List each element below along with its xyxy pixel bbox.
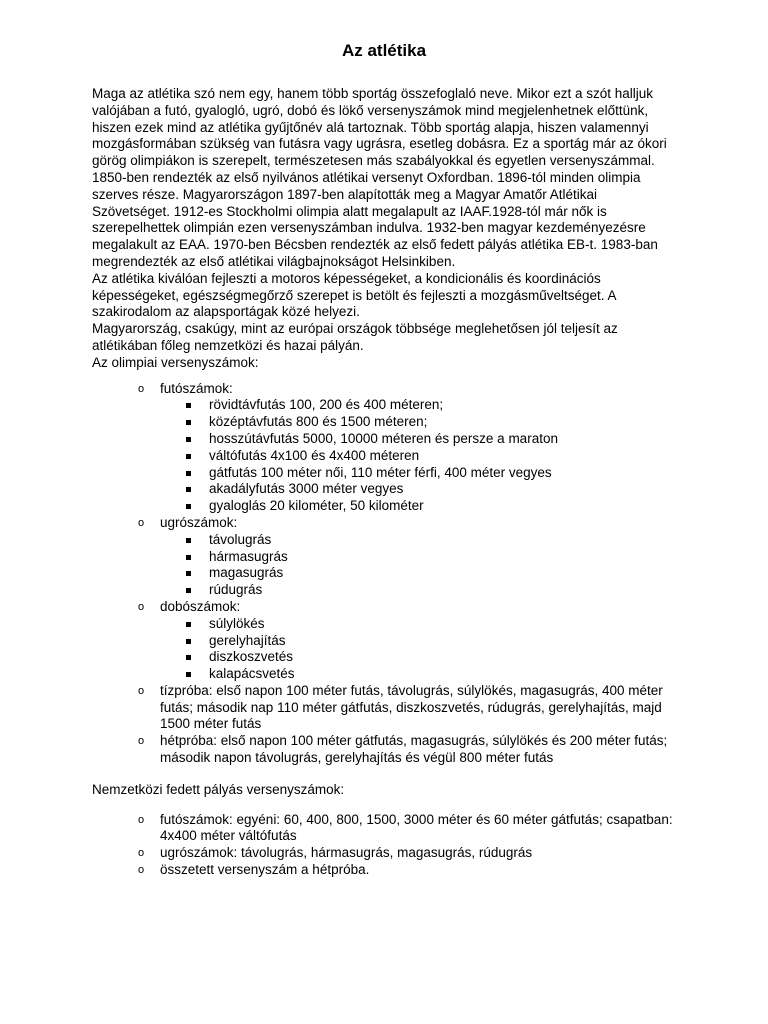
sublist-item-text: hosszútávfutás 5000, 10000 méteren és persze a maraton: [209, 430, 558, 446]
paragraph-intro: Maga az atlétika szó nem egy, hanem több sportág összefoglaló neve. Mikor ezt a szót halljuk valójában a futó, gyalogló, ugró, dobó és lökő versenyszámok mind megjelenhetnek előttünk, hiszen ezek mind az atlétika gyűjtőnév alá tartoznak. Több sportág alapja, hiszen valamennyi mozgásformában szükség van futásra vagy ugrásra, esetleg dobásra. Ez a sportág már az ókori görög olimpiákon is szerepelt, természetesen más szabályokkal és egyetlen versenyszámmal.: [92, 86, 667, 169]
list-item: [92, 812, 676, 846]
sublist-item-text: középtávfutás 800 és 1500 méteren;: [209, 414, 428, 430]
sublist-item: [160, 431, 676, 448]
list-item-label: futószámok:: [160, 380, 233, 396]
square-bullet-icon: [186, 538, 191, 543]
square-bullet-icon: [186, 454, 191, 459]
circle-bullet-icon: o: [138, 600, 145, 613]
sublist-item-text: rövidtávfutás 100, 200 és 400 méteren;: [209, 397, 444, 413]
sublist-item-text: váltófutás 4x100 és 4x400 méteren: [209, 447, 420, 463]
circle-bullet-icon: o: [138, 847, 145, 860]
list-item-label: ugrószámok: távolugrás, hármasugrás, magasugrás, rúdugrás: [160, 845, 533, 861]
square-bullet-icon: [186, 639, 191, 644]
square-bullet-icon: [186, 487, 191, 492]
list-item-label: dobószámok:: [160, 598, 241, 614]
list-item-label: összetett versenyszám a hétpróba.: [160, 862, 370, 878]
sublist-item-text: akadályfutás 3000 méter vegyes: [209, 481, 404, 497]
list-item: [92, 381, 676, 515]
list-item-label: tízpróba: első napon 100 méter futás, távolugrás, súlylökés, magasugrás, 400 méter futás; második nap 110 méter gátfutás, diszkoszvetés, rúdugrás, gerelyhajítás, majd 1500 méter futás: [160, 682, 663, 732]
sublist-item: [160, 666, 676, 683]
sublist: [160, 616, 676, 683]
sublist-item: [160, 465, 676, 482]
list-item: [92, 733, 676, 767]
list-item: [92, 515, 676, 599]
list-item: [92, 683, 676, 733]
paragraph-hungary: Magyarország, csakúgy, mint az európai országok többsége meglehetősen jól teljesít az atlétikában főleg nemzetközi és hazai pályán.: [92, 321, 618, 353]
sublist-item-text: magasugrás: [209, 565, 284, 581]
sublist-item-text: diszkoszvetés: [209, 649, 294, 665]
paragraph-history: 1850-ben rendezték az első nyilvános atlétikai versenyt Oxfordban. 1896-tól minden olimpia szerves része. Magyarországon 1897-ben alapították meg a Magyar Amatőr Atlétikai Szövetséget. 1912-es Stockholmi olimpia alatt megalapult az IAAF.1928-tól már nők is szerepelhettek olimpián ezen versenyszámban indulva. 1932-ben magyar kezdeményezésre megalakult az EAA. 1970-ben Bécsben rendezték az első fedett pályás atlétika EB-t. 1983-ban megrendezték az első atlétikai világbajnokságot Helsinkiben.: [92, 169, 658, 269]
square-bullet-icon: [186, 504, 191, 509]
sublist-item: [160, 616, 676, 633]
square-bullet-icon: [186, 588, 191, 593]
square-bullet-icon: [186, 420, 191, 425]
sublist-item: [160, 532, 676, 549]
square-bullet-icon: [186, 471, 191, 476]
sublist-item: [160, 414, 676, 431]
list-item-label: futószámok: egyéni: 60, 400, 800, 1500, 3000 méter és 60 méter gátfutás; csapatban: 4x400 méter váltófutás: [160, 811, 673, 844]
sublist-item: [160, 565, 676, 582]
sublist-item-text: hármasugrás: [209, 548, 288, 564]
sublist-item: [160, 582, 676, 599]
sublist-item: [160, 633, 676, 650]
indoor-heading: Nemzetközi fedett pályás versenyszámok:: [92, 781, 345, 797]
document-title: Az atlétika: [341, 41, 427, 60]
sublist-item: [160, 448, 676, 465]
paragraph-olympic-heading: Az olimpiai versenyszámok:: [92, 354, 259, 370]
sublist-item: [160, 498, 676, 515]
document-page: [92, 40, 676, 879]
square-bullet-icon: [186, 672, 191, 677]
sublist: [160, 397, 676, 515]
square-bullet-icon: [186, 437, 191, 442]
indoor-events-list: [92, 812, 676, 879]
circle-bullet-icon: o: [138, 864, 145, 877]
sublist-item-text: súlylökés: [209, 615, 265, 631]
list-item-label: ugrószámok:: [160, 514, 238, 530]
sublist-item-text: kalapácsvetés: [209, 666, 295, 682]
olympic-events-list: [92, 381, 676, 767]
square-bullet-icon: [186, 655, 191, 660]
sublist: [160, 532, 676, 599]
paragraph-benefits: Az atlétika kiválóan fejleszti a motoros képességeket, a kondicionális és koordinációs képességeket, egészségmegőrző szerepet is betölt és fejleszti a mozgásműveltséget. A szakirodalom az alapsportágak közé helyezi.: [92, 270, 616, 320]
list-item: [92, 845, 676, 862]
sublist-item-text: gátfutás 100 méter női, 110 méter férfi, 400 méter vegyes: [209, 464, 552, 480]
circle-bullet-icon: o: [138, 813, 145, 826]
sublist-item: [160, 649, 676, 666]
list-item: [92, 599, 676, 683]
list-item: [92, 862, 676, 879]
circle-bullet-icon: o: [138, 735, 145, 748]
circle-bullet-icon: o: [138, 516, 145, 529]
circle-bullet-icon: o: [138, 382, 145, 395]
square-bullet-icon: [186, 622, 191, 627]
sublist-item-text: gyaloglás 20 kilométer, 50 kilométer: [209, 498, 424, 514]
sublist-item: [160, 481, 676, 498]
sublist-item: [160, 397, 676, 414]
sublist-item: [160, 549, 676, 566]
circle-bullet-icon: o: [138, 684, 145, 697]
sublist-item-text: gerelyhajítás: [209, 632, 286, 648]
square-bullet-icon: [186, 403, 191, 408]
square-bullet-icon: [186, 555, 191, 560]
list-item-label: hétpróba: első napon 100 méter gátfutás, magasugrás, súlylökés és 200 méter futás; második napon távolugrás, gerelyhajítás és végül 800 méter futás: [160, 733, 668, 766]
square-bullet-icon: [186, 571, 191, 576]
sublist-item-text: rúdugrás: [209, 582, 263, 598]
sublist-item-text: távolugrás: [209, 531, 272, 547]
